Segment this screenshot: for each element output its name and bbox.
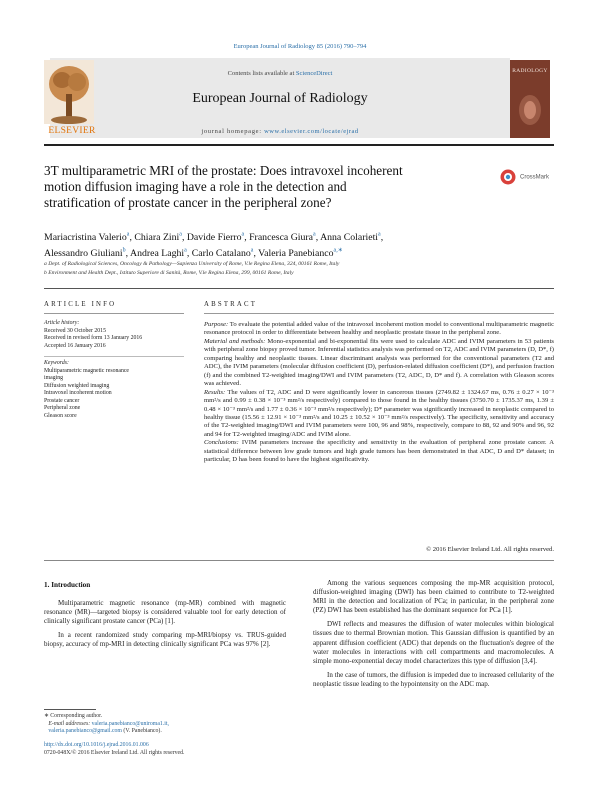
header-rule [44, 144, 554, 146]
intro-paragraph: Multiparametric magnetic resonance (mp-MR) combined with magnetic resonance (MR)—targeted biopsy is considered valuable tool for early detection of clinically significant prostate cancer (PCa) [1]. [44, 599, 286, 626]
journal-citation[interactable]: European Journal of Radiology 85 (2016) 790–794 [233, 43, 367, 50]
abstract-end-rule [44, 560, 554, 561]
abstract-methods: Material and methods: Mono-exponential and bi-exponential fits were used to calculate ADC and IVIM parameters in 53 patients with peripheral zone biopsy proved tumor. Inferential statistics analysis was performed on T2, ADC and IVIM parameters (D, D*, f) comparing healthy and neoplastic tissues. Linear discriminant analysis was performed for the conventional parameters (T2 and ADC), the IVIM parameters (molecular diffusion coefficient (D), perfusion-related diffusion coefficient (D*), and perfusion fraction (f) and the combined T2-weighted imaging/DWI and IVIM parameters (T2, ADC, D, D* and f). A correlation with Gleason scores was achieved. [204, 337, 554, 388]
corresponding-author: ∗ Corresponding author. [44, 713, 103, 719]
history-label: Article history: [44, 320, 80, 326]
abstract-conclusions: Conclusions: IVIM parameters increase the specificity and sensitivity in the evaluation of peripheral zone prostate cancer. A statistical difference between low grade tumors and high grade tumors has been demonstrated in that ADC, D and D* dataset; in particular, D has been found to have the highest significativity. [204, 439, 554, 464]
crossmark-label: CrossMark [520, 174, 550, 181]
introduction-heading: 1. Introduction [44, 581, 91, 589]
section-rule [44, 288, 554, 289]
title-line: motion diffusion imaging have a role in the detection and [44, 179, 347, 194]
doi-block [44, 742, 286, 757]
affiliation: b Environment and Health Dept., Istituto Superiore di Sanità, Rome, V.le Regina Elena, 299, 00161 Rome, Italy [44, 270, 294, 276]
contents-prefix: Contents lists available at [227, 70, 295, 77]
email-owner: (V. Panebianco). [123, 728, 162, 734]
author-list [44, 229, 554, 260]
author-name[interactable]: Anna Colarieti$^a$, [320, 232, 384, 244]
homepage-label: journal homepage: [201, 128, 262, 135]
abstract-results: Results: The values of T2, ADC and D were significantly lower in cancerous tissues (2749.82 ± 1324.67 ms, 0.76 ± 0.27 × 10⁻³ mm²/s and 0.99 ± 0.38 × 10⁻³ mm²/s respectively) compared to those found in the healthy tissues (3750.70 ± 1735.37 ms, 1.39 ± 0.48 × 10⁻³ mm²/s and 1.77 ± 0.36 × 10⁻³ mm²/s respectively); D* parameter was significantly increased in neoplastic compared to healthy tissue (15.56 ± 12.91 × 10⁻³ mm²/s and 10.25 ± 10.52 × 10⁻³ mm²/s respectively). The specificity, sensitivity and accuracy of the T2-weighted imaging/DWI and IVIM parameters were 100, 96 and 98%, respectively, compare to 88, 92 and 90% and 96, 92 and 94 for T2-weighted imaging/ADC and IVIM alone. [204, 388, 554, 438]
footnote-rule [44, 709, 96, 710]
issn-line: 0720-048X/© 2016 Elsevier Ireland Ltd. All rights reserved. [44, 749, 185, 756]
email-label: E-mail addresses: [48, 720, 91, 727]
intro-paragraph: DWI reflects and measures the diffusion of water molecules within biological tissues due to thermal Brownian motion. This Gaussian diffusion is quantified by an apparent diffusion coefficient (ADC) that depends on the fluctuation's degree of the water molecules in interactions with cell compartments and macromolecules. A simple mono-exponential decay model characterizes this type of diffusion [3,4]. [313, 620, 554, 665]
author-name[interactable]: Mariacristina Valerio$^a$, [44, 232, 135, 244]
keyword: Diffusion weighted imaging [44, 382, 110, 389]
author-name[interactable]: Chiara Zini$^a$, [134, 232, 187, 244]
email-link[interactable]: valeria.panebianco@uniroma1.it, [91, 720, 169, 727]
history-item: Received in revised form 13 January 2016 [44, 335, 143, 341]
affiliation: a Dept. of Radiological Sciences, Oncology & Pathology—Sapienza University of Rome, V.le Regina Elena, 324, 00161 Rome, Italy [44, 261, 340, 267]
keyword: Gleason score [44, 412, 77, 419]
keyword: Prostate cancer [44, 397, 80, 404]
intro-right-column [313, 579, 554, 694]
author-name[interactable]: Davide Fierro$^a$, [186, 232, 250, 244]
abstract-rule [204, 313, 554, 314]
doi-link[interactable]: http://dx.doi.org/10.1016/j.ejrad.2016.01.006 [44, 742, 149, 748]
elsevier-wordmark: ELSEVIER [48, 126, 96, 136]
keyword: Multiparametric magnetic resonance [44, 367, 129, 374]
keywords-label: Keywords: [44, 360, 69, 366]
crossmark-badge[interactable] [500, 168, 556, 184]
sciencedirect-link[interactable]: ScienceDirect [295, 70, 333, 77]
keyword: Intravoxel incoherent motion [44, 390, 112, 396]
abstract-heading: ABSTRACT [204, 301, 258, 308]
intro-left-column [44, 599, 286, 654]
article-history [44, 320, 184, 350]
keywords-rule [44, 356, 184, 357]
article-info-rule [44, 313, 184, 314]
title-line: stratification of prostate cancer in the peripheral zone? [44, 195, 332, 210]
journal-homepage [50, 128, 510, 135]
cover-title: RADIOLOGY [512, 68, 548, 74]
homepage-link[interactable]: www.elsevier.com/locate/ejrad [264, 128, 359, 135]
abstract-body [204, 321, 554, 465]
keywords-list [44, 360, 184, 420]
crossmark-icon [500, 169, 516, 185]
keyword: imaging [44, 375, 63, 381]
journal-title: European Journal of Radiology [192, 91, 368, 106]
author-name[interactable]: Valeria Panebianco$^{a,∗}$ [258, 247, 343, 259]
abstract-purpose: Purpose: To evaluate the potential added value of the intravoxel incoherent motion model to conventional multiparametric magnetic resonance protocol in order to differentiate between healthy and neoplastic prostate tissue in the peripheral zone. [204, 321, 554, 337]
email-link[interactable]: valeria.panebianco@gmail.com [48, 728, 122, 734]
title-line: 3T multiparametric MRI of the prostate: Does intravoxel incoherent [44, 163, 403, 178]
history-item: Accepted 16 January 2016 [44, 342, 106, 349]
intro-paragraph: In the case of tumors, the diffusion is impeded due to increased cellularity of the neoplastic tissue leading to the hypointensity on the ADC map. [313, 670, 554, 688]
intro-paragraph: Among the various sequences composing the mp-MR acquisition protocol, diffusion-weighted imaging (DWI) has been claimed to contribute to T2-weighted MRI in the detection and localization of PCa; in particular, in the peripheral zone (PZ) DWI has been established has the dominant sequence for PCa [1]. [313, 579, 554, 615]
history-item: Received 30 October 2015 [44, 327, 106, 334]
contents-line [50, 70, 510, 77]
keyword: Peripheral zone [44, 405, 81, 411]
elsevier-tree-logo-icon [44, 60, 94, 134]
author-name[interactable]: Alessandro Giuliani$^b$, [44, 247, 130, 259]
author-name[interactable]: Francesca Giura$^a$, [249, 232, 321, 244]
intro-paragraph: In a recent randomized study comparing mp-MRI/biopsy vs. TRUS-guided biopsy, accuracy of mp-MRI in detecting clinically significant PCa was 97% [2]. [44, 631, 286, 649]
abstract-copyright: © 2016 Elsevier Ireland Ltd. All rights reserved. [426, 546, 554, 553]
author-name[interactable]: Carlo Catalano$^a$, [191, 247, 259, 259]
footnote-corresponding [44, 713, 286, 736]
article-title [44, 163, 494, 211]
author-name[interactable]: Andrea Laghi$^a$, [130, 247, 192, 259]
cover-image-icon [515, 90, 545, 130]
article-info-heading: ARTICLE INFO [44, 301, 117, 308]
